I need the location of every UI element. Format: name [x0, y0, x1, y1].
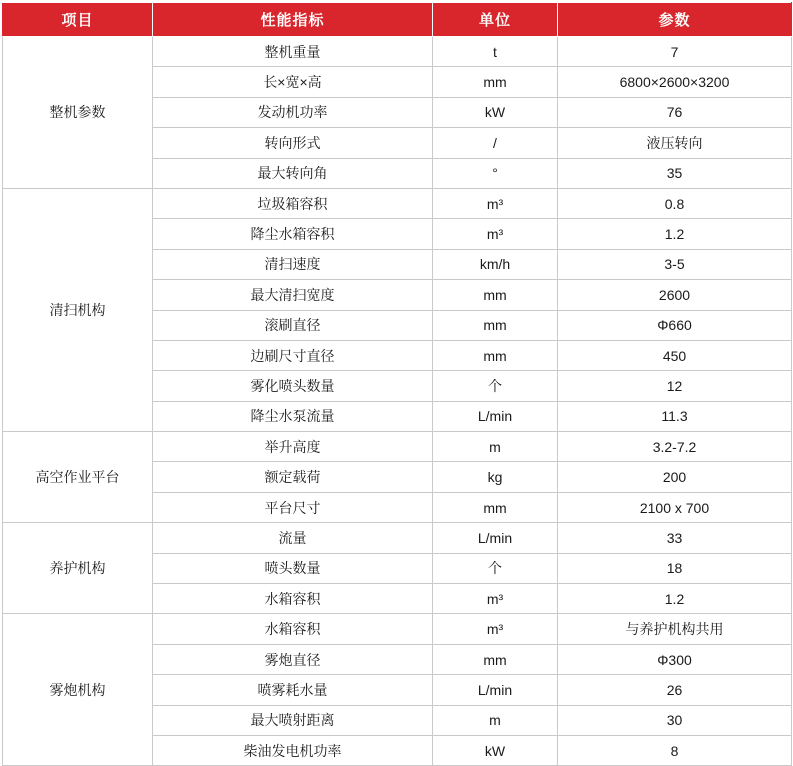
unit-label: mm	[433, 310, 558, 340]
specification-table	[2, 2, 792, 766]
item-label: 发动机功率	[153, 97, 433, 127]
unit-label: L/min	[433, 675, 558, 705]
value-label: 76	[558, 97, 792, 127]
value-label: 12	[558, 371, 792, 401]
value-label: 33	[558, 523, 792, 553]
item-label: 雾炮直径	[153, 644, 433, 674]
column-header-item: 性能指标	[153, 3, 433, 37]
group-label: 整机参数	[3, 37, 153, 189]
unit-label: m³	[433, 614, 558, 644]
item-label: 垃圾箱容积	[153, 188, 433, 218]
table-header	[3, 3, 792, 37]
group-label: 清扫机构	[3, 188, 153, 431]
value-label: 与养护机构共用	[558, 614, 792, 644]
item-label: 降尘水泵流量	[153, 401, 433, 431]
column-header-group: 项目	[3, 3, 153, 37]
value-label: 3-5	[558, 249, 792, 279]
unit-label: L/min	[433, 523, 558, 553]
unit-label: t	[433, 37, 558, 67]
value-label: 26	[558, 675, 792, 705]
item-label: 喷雾耗水量	[153, 675, 433, 705]
value-label: 18	[558, 553, 792, 583]
item-label: 举升高度	[153, 432, 433, 462]
table-row	[3, 37, 792, 67]
item-label: 额定载荷	[153, 462, 433, 492]
value-label: 2100 x 700	[558, 492, 792, 522]
unit-label: kg	[433, 462, 558, 492]
unit-label: m³	[433, 219, 558, 249]
value-label: 450	[558, 340, 792, 370]
column-header-unit: 单位	[433, 3, 558, 37]
unit-label: mm	[433, 340, 558, 370]
value-label: 200	[558, 462, 792, 492]
value-label: 3.2-7.2	[558, 432, 792, 462]
unit-label: mm	[433, 280, 558, 310]
unit-label: kW	[433, 735, 558, 765]
value-label: Φ300	[558, 644, 792, 674]
item-label: 清扫速度	[153, 249, 433, 279]
unit-label: m	[433, 705, 558, 735]
unit-label: m³	[433, 584, 558, 614]
table-row	[3, 614, 792, 644]
value-label: 2600	[558, 280, 792, 310]
item-label: 整机重量	[153, 37, 433, 67]
column-header-value: 参数	[558, 3, 792, 37]
unit-label: L/min	[433, 401, 558, 431]
value-label: 8	[558, 735, 792, 765]
value-label: 7	[558, 37, 792, 67]
item-label: 长×宽×高	[153, 67, 433, 97]
item-label: 降尘水箱容积	[153, 219, 433, 249]
item-label: 水箱容积	[153, 614, 433, 644]
unit-label: /	[433, 128, 558, 158]
table-row	[3, 188, 792, 218]
item-label: 最大转向角	[153, 158, 433, 188]
unit-label: 个	[433, 553, 558, 583]
table-header-row	[3, 3, 792, 37]
value-label: 1.2	[558, 584, 792, 614]
item-label: 边刷尺寸直径	[153, 340, 433, 370]
value-label: 35	[558, 158, 792, 188]
item-label: 雾化喷头数量	[153, 371, 433, 401]
table-body	[3, 37, 792, 766]
item-label: 滚刷直径	[153, 310, 433, 340]
unit-label: 个	[433, 371, 558, 401]
item-label: 流量	[153, 523, 433, 553]
table-row	[3, 523, 792, 553]
value-label: 11.3	[558, 401, 792, 431]
item-label: 平台尺寸	[153, 492, 433, 522]
value-label: 液压转向	[558, 128, 792, 158]
value-label: 30	[558, 705, 792, 735]
unit-label: mm	[433, 492, 558, 522]
value-label: Φ660	[558, 310, 792, 340]
unit-label: kW	[433, 97, 558, 127]
unit-label: km/h	[433, 249, 558, 279]
item-label: 水箱容积	[153, 584, 433, 614]
unit-label: °	[433, 158, 558, 188]
group-label: 养护机构	[3, 523, 153, 614]
group-label: 高空作业平台	[3, 432, 153, 523]
unit-label: m	[433, 432, 558, 462]
value-label: 1.2	[558, 219, 792, 249]
unit-label: mm	[433, 644, 558, 674]
value-label: 0.8	[558, 188, 792, 218]
unit-label: mm	[433, 67, 558, 97]
item-label: 最大清扫宽度	[153, 280, 433, 310]
item-label: 柴油发电机功率	[153, 735, 433, 765]
group-label: 雾炮机构	[3, 614, 153, 766]
item-label: 喷头数量	[153, 553, 433, 583]
unit-label: m³	[433, 188, 558, 218]
item-label: 转向形式	[153, 128, 433, 158]
table-row	[3, 432, 792, 462]
item-label: 最大喷射距离	[153, 705, 433, 735]
value-label: 6800×2600×3200	[558, 67, 792, 97]
